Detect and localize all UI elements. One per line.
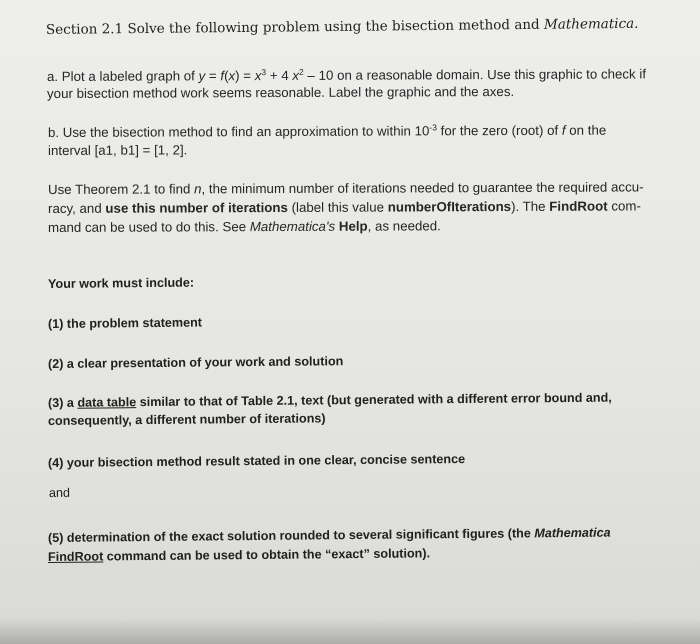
part-b-line-2: interval [a1, b1] = [1, 2]. bbox=[47, 142, 188, 158]
part-b-line-1: b. Use the bisection method to find an approximation to within $10^{-3}$ for the zero (root) of f on the bbox=[47, 122, 607, 140]
requirement-4: (4) your bisection method result stated in one clear, concise sentence bbox=[47, 451, 466, 470]
part-a-line-1: a. Plot a labeled graph of $y = f(x) = x^3 + 4$ $x^2 - 10$ on a reasonable domain. Use this graphic to check if bbox=[46, 66, 647, 84]
requirement-5-line-2: FindRoot command can be used to obtain the “exact” solution). bbox=[47, 546, 431, 564]
theorem-line-2: racy, and use this number of iterations (label this value numberOfIterations). The FindRoot com- bbox=[47, 198, 641, 216]
part-a-line-2: your bisection method work seems reasonable. Label the graphic and the axes. bbox=[46, 83, 515, 101]
requirement-3-line-1: (3) a data table similar to that of Table 2.1, text (but generated with a different error bound and, bbox=[47, 390, 612, 410]
section-title bbox=[46, 16, 639, 38]
requirement-2: (2) a clear presentation of your work and solution bbox=[47, 354, 344, 371]
theorem-line-3: mand can be used to do this. See Mathematica's Help, as needed. bbox=[47, 218, 441, 235]
requirement-5-line-1: (5) determination of the exact solution rounded to several significant figures (the Mathematica bbox=[47, 525, 611, 545]
requirement-1: (1) the problem statement bbox=[47, 315, 203, 331]
and-connector: and bbox=[48, 485, 71, 500]
title-text: Section 2.1 Solve the following problem using the bisection method and bbox=[45, 16, 545, 38]
bottom-shadow bbox=[0, 618, 700, 644]
theorem-line-1: Use Theorem 2.1 to find n, the minimum number of iterations needed to guarantee the required accu- bbox=[47, 179, 644, 197]
title-mathematica: Mathematica. bbox=[543, 15, 639, 33]
requirement-3-line-2: consequently, a different number of iterations) bbox=[47, 411, 326, 428]
requirements-heading: Your work must include: bbox=[47, 275, 195, 291]
